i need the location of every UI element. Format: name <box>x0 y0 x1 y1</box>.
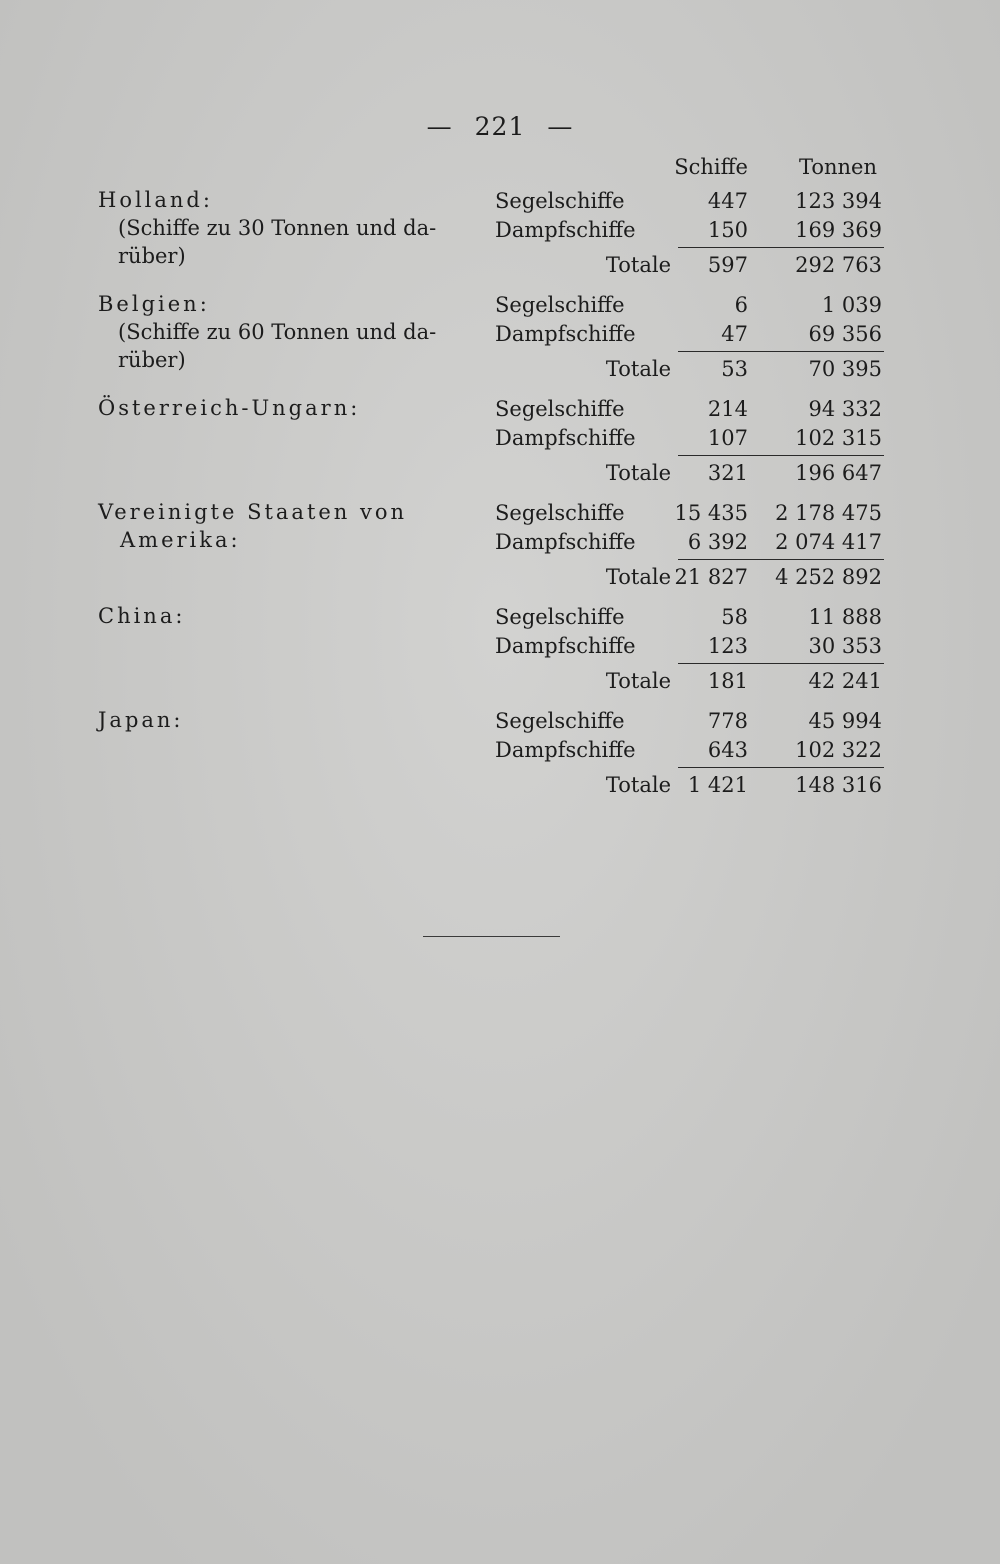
tons-value: 169 369 <box>795 218 882 242</box>
ships-value: 58 <box>721 605 748 629</box>
tons-value: 30 353 <box>808 634 882 658</box>
tons-value: 2 178 475 <box>775 501 882 525</box>
row-label: Dampfschiffe <box>495 426 636 450</box>
tons-value: 1 039 <box>821 293 882 317</box>
country-note-cont: rüber) <box>118 244 186 268</box>
row-label: Dampfschiffe <box>495 530 636 554</box>
table-row <box>0 397 1000 425</box>
tons-value: 94 332 <box>808 397 882 421</box>
ships-total: 321 <box>707 461 748 485</box>
table-row <box>0 605 1000 633</box>
country-name: Japan: <box>98 708 184 732</box>
country-name-cont: Amerika: <box>120 528 241 552</box>
row-label: Segelschiffe <box>495 293 625 317</box>
column-header-tons: Tonnen <box>798 155 877 179</box>
table-row <box>0 634 1000 662</box>
ships-value: 778 <box>707 709 748 733</box>
tons-total: 196 647 <box>795 461 882 485</box>
total-row <box>0 461 1000 489</box>
sum-rule <box>678 767 884 768</box>
tons-total: 42 241 <box>808 669 882 693</box>
tons-total: 292 763 <box>795 253 882 277</box>
sum-rule <box>678 559 884 560</box>
tons-value: 2 074 417 <box>775 530 882 554</box>
country-note-cont: rüber) <box>118 348 186 372</box>
country-name: Holland: <box>98 188 213 212</box>
ships-total: 1 421 <box>687 773 748 797</box>
ships-value: 150 <box>707 218 748 242</box>
tons-total: 148 316 <box>795 773 882 797</box>
country-name: Österreich-Ungarn: <box>98 396 361 420</box>
table-row <box>0 189 1000 217</box>
total-label: Totale <box>605 253 671 277</box>
ships-value: 6 <box>734 293 748 317</box>
table-row <box>0 738 1000 766</box>
ships-value: 6 392 <box>687 530 748 554</box>
tons-value: 45 994 <box>808 709 882 733</box>
sum-rule <box>678 351 884 352</box>
country-note: (Schiffe zu 60 Tonnen und da- <box>118 320 437 344</box>
page-header <box>0 112 1000 141</box>
ships-value: 643 <box>707 738 748 762</box>
total-row <box>0 253 1000 281</box>
page-number: 221 <box>474 112 526 141</box>
row-label: Dampfschiffe <box>495 634 636 658</box>
dash-left: — <box>426 112 453 141</box>
table-row <box>0 426 1000 454</box>
total-row <box>0 565 1000 593</box>
sum-rule <box>678 247 884 248</box>
total-label: Totale <box>605 669 671 693</box>
ships-total: 597 <box>707 253 748 277</box>
table-row <box>0 709 1000 737</box>
country-note: (Schiffe zu 30 Tonnen und da- <box>118 216 437 240</box>
closing-rule <box>423 936 560 937</box>
ships-value: 47 <box>721 322 748 346</box>
ships-value: 214 <box>707 397 748 421</box>
ships-total: 53 <box>721 357 748 381</box>
table-row <box>0 218 1000 246</box>
row-label: Segelschiffe <box>495 709 625 733</box>
row-label: Segelschiffe <box>495 605 625 629</box>
table-row <box>0 501 1000 529</box>
total-label: Totale <box>605 565 671 589</box>
total-row <box>0 773 1000 801</box>
ships-value: 447 <box>707 189 748 213</box>
country-name: Vereinigte Staaten von <box>98 500 408 524</box>
column-header-ships: Schiffe <box>674 155 748 179</box>
tons-value: 123 394 <box>795 189 882 213</box>
ships-total: 181 <box>707 669 748 693</box>
tons-total: 70 395 <box>808 357 882 381</box>
tons-value: 102 315 <box>795 426 882 450</box>
tons-value: 11 888 <box>808 605 882 629</box>
row-label: Dampfschiffe <box>495 322 636 346</box>
sum-rule <box>678 663 884 664</box>
total-label: Totale <box>605 461 671 485</box>
row-label: Dampfschiffe <box>495 218 636 242</box>
row-label: Dampfschiffe <box>495 738 636 762</box>
total-row <box>0 669 1000 697</box>
table-row <box>0 530 1000 558</box>
ships-value: 123 <box>707 634 748 658</box>
tons-value: 102 322 <box>795 738 882 762</box>
table-row <box>0 322 1000 350</box>
total-label: Totale <box>605 773 671 797</box>
ships-value: 15 435 <box>674 501 748 525</box>
ships-total: 21 827 <box>674 565 748 589</box>
row-label: Segelschiffe <box>495 189 625 213</box>
table-row <box>0 293 1000 321</box>
ships-value: 107 <box>707 426 748 450</box>
dash-right: — <box>547 112 574 141</box>
row-label: Segelschiffe <box>495 397 625 421</box>
total-row <box>0 357 1000 385</box>
row-label: Segelschiffe <box>495 501 625 525</box>
country-name: China: <box>98 604 186 628</box>
tons-total: 4 252 892 <box>775 565 882 589</box>
sum-rule <box>678 455 884 456</box>
total-label: Totale <box>605 357 671 381</box>
tons-value: 69 356 <box>808 322 882 346</box>
country-name: Belgien: <box>98 292 210 316</box>
